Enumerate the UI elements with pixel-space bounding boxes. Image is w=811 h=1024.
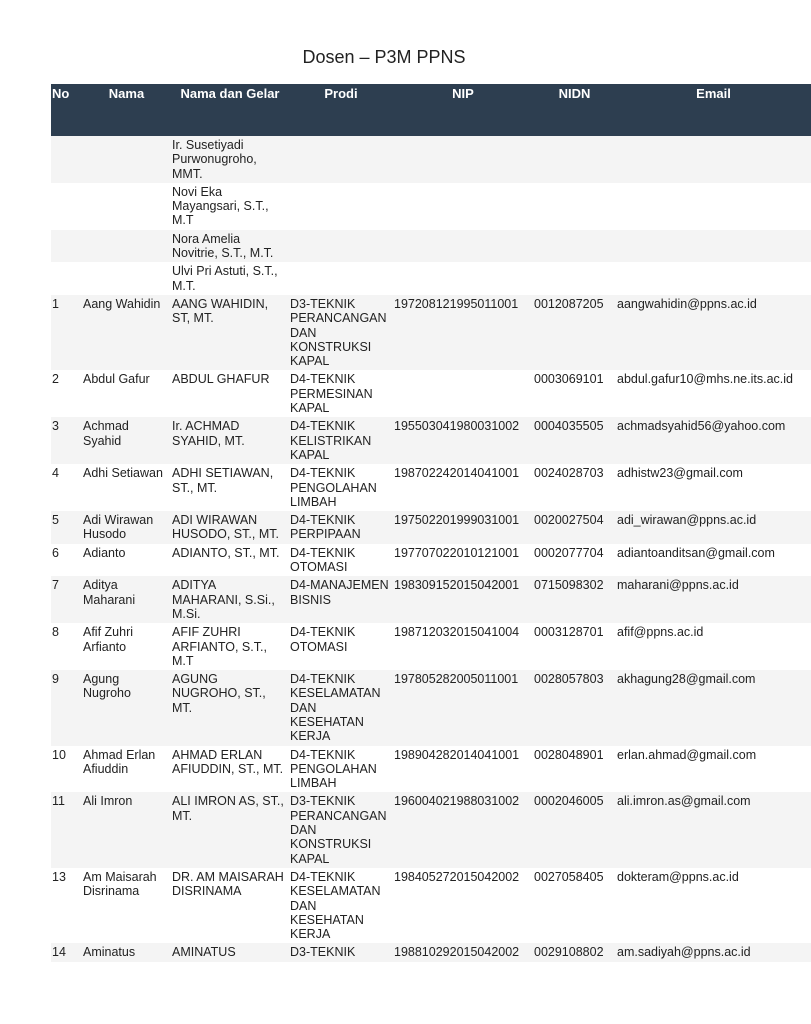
table-header	[51, 84, 811, 136]
cell-prodi: D4-TEKNIK KESELAMATAN DAN KESEHATAN KERJA	[290, 869, 381, 942]
table-row	[51, 746, 811, 793]
table-body	[51, 136, 811, 962]
cell-nama-dan-gelar: Novi Eka Mayangsari, S.T., M.T	[172, 184, 269, 228]
cell-nip: 198309152015042001	[394, 578, 520, 593]
cell-nama-dan-gelar: ADHI SETIAWAN, ST., MT.	[172, 466, 274, 495]
cell-prodi: D4-TEKNIK KELISTRIKAN KAPAL	[290, 419, 372, 462]
cell-prodi: D3-TEKNIK	[290, 945, 356, 960]
table-row	[51, 511, 811, 544]
cell-email: dokteram@ppns.ac.id	[617, 869, 739, 884]
cell-nidn	[533, 183, 616, 230]
cell-email	[616, 136, 811, 183]
cell-no: 6	[52, 545, 59, 560]
cell-nidn: 0002046005	[534, 794, 604, 809]
cell-nama-dan-gelar: DR. AM MAISARAH DISRINAMA	[172, 869, 284, 899]
cell-nidn: 0029108802	[534, 945, 604, 960]
cell-nidn	[533, 136, 616, 183]
cell-no: 7	[52, 578, 59, 593]
cell-no	[51, 183, 82, 230]
cell-no	[51, 136, 82, 183]
cell-nidn: 0012087205	[534, 296, 604, 311]
table-row	[51, 792, 811, 867]
cell-nama: Ahmad Erlan Afiuddin	[83, 747, 156, 776]
cell-no: 4	[52, 466, 59, 481]
cell-nama-dan-gelar: Ulvi Pri Astuti, S.T., M.T.	[172, 264, 278, 293]
cell-no: 11	[52, 794, 65, 809]
cell-prodi	[289, 183, 393, 230]
cell-nip: 197805282005011001	[394, 672, 519, 687]
cell-nama: Aminatus	[83, 945, 136, 960]
table-row	[51, 670, 811, 745]
cell-nama-dan-gelar: AHMAD ERLAN AFIUDDIN, ST., MT.	[172, 747, 284, 776]
cell-email: aangwahidin@ppns.ac.id	[617, 296, 757, 311]
cell-nip: 197502201999031001	[394, 513, 520, 528]
cell-email: adi_wirawan@ppns.ac.id	[617, 513, 757, 528]
cell-email: afif@ppns.ac.id	[617, 625, 704, 640]
cell-prodi: D3-TEKNIK PERANCANGAN DAN KONSTRUKSI KAPAL	[290, 794, 387, 866]
cell-nidn: 0028057803	[534, 672, 604, 687]
cell-prodi: D3-TEKNIK PERANCANGAN DAN KONSTRUKSI KAPAL	[290, 296, 387, 369]
dosen-table-container	[51, 84, 793, 1024]
header-no[interactable]: No	[52, 86, 70, 101]
cell-nama-dan-gelar: Nora Amelia Novitrie, S.T., M.T.	[172, 231, 274, 261]
cell-email: maharani@ppns.ac.id	[617, 578, 739, 593]
cell-nama: Adianto	[83, 545, 126, 560]
cell-email: achmadsyahid56@yahoo.com	[617, 419, 786, 434]
cell-email: abdul.gafur10@mhs.ne.its.ac.id	[617, 372, 793, 387]
cell-prodi: D4-TEKNIK PENGOLAHAN LIMBAH	[290, 466, 377, 509]
table-row	[51, 417, 811, 464]
table-row	[51, 868, 811, 943]
cell-nip: 198712032015041004	[394, 625, 520, 640]
cell-no	[51, 262, 82, 295]
cell-nama-dan-gelar: AFIF ZUHRI ARFIANTO, S.T., M.T	[172, 625, 267, 668]
header-nama-dan-gelar[interactable]: Nama dan Gelar	[180, 86, 280, 101]
table-row	[51, 464, 811, 511]
cell-email	[616, 262, 811, 295]
cell-nip: 196004021988031002	[394, 794, 520, 809]
cell-nip: 197208121995011001	[394, 296, 519, 311]
cell-email: erlan.ahmad@gmail.com	[617, 747, 757, 762]
header-email[interactable]: Email	[696, 86, 731, 101]
cell-email	[616, 230, 811, 263]
cell-no: 2	[52, 372, 59, 387]
cell-no	[51, 230, 82, 263]
header-row	[51, 84, 811, 136]
header-nip[interactable]: NIP	[452, 86, 474, 101]
cell-nama: Adhi Setiawan	[83, 466, 163, 481]
cell-nama-dan-gelar: Ir. ACHMAD SYAHID, MT.	[172, 419, 245, 448]
cell-nip: 197707022010121001	[394, 545, 520, 560]
header-nidn[interactable]: NIDN	[558, 86, 591, 101]
cell-nama: Abdul Gafur	[83, 372, 150, 387]
cell-email: adhistw23@gmail.com	[617, 466, 743, 481]
cell-prodi: D4-TEKNIK PERMESINAN KAPAL	[290, 372, 373, 416]
cell-no: 10	[52, 747, 66, 762]
cell-nama-dan-gelar: ADI WIRAWAN HUSODO, ST., MT.	[172, 513, 279, 542]
cell-nidn: 0020027504	[534, 513, 604, 528]
cell-nama-dan-gelar: ADIANTO, ST., MT.	[172, 545, 280, 560]
cell-prodi: D4-TEKNIK OTOMASI	[290, 545, 356, 575]
cell-nip: 198904282014041001	[394, 747, 520, 762]
cell-no: 14	[52, 945, 66, 960]
cell-no: 8	[52, 625, 59, 640]
cell-nama-dan-gelar: AGUNG NUGROHO, ST., MT.	[172, 672, 266, 715]
cell-no: 5	[52, 513, 59, 528]
cell-nidn: 0003069101	[534, 372, 604, 387]
cell-email: am.sadiyah@ppns.ac.id	[617, 945, 751, 960]
cell-nip: 198810292015042002	[394, 945, 520, 960]
cell-email	[616, 183, 811, 230]
cell-nama	[82, 136, 171, 183]
cell-nidn	[533, 230, 616, 263]
cell-prodi	[289, 230, 393, 263]
header-nama[interactable]: Nama	[108, 86, 145, 101]
table-row	[51, 576, 811, 623]
cell-nidn: 0715098302	[534, 578, 604, 593]
page-title: Dosen – P3M PPNS	[302, 47, 466, 67]
cell-email: akhagung28@gmail.com	[617, 672, 756, 687]
cell-nama	[82, 183, 171, 230]
cell-nama-dan-gelar: Ir. Susetiyadi Purwonugroho, MMT.	[172, 138, 257, 181]
cell-email: ali.imron.as@gmail.com	[617, 794, 751, 809]
cell-nama-dan-gelar: ADITYA MAHARANI, S.Si., M.Si.	[172, 578, 275, 621]
cell-nama: Ali Imron	[83, 794, 133, 809]
table-row	[51, 230, 811, 263]
cell-nidn: 0027058405	[534, 869, 604, 884]
cell-prodi: D4-TEKNIK KESELAMATAN DAN KESEHATAN KERJA	[290, 672, 381, 744]
cell-nama: Adi Wirawan Husodo	[83, 513, 154, 542]
cell-no: 9	[52, 672, 59, 687]
cell-nip: 198405272015042002	[394, 869, 520, 884]
cell-nip	[393, 230, 533, 263]
cell-prodi	[289, 136, 393, 183]
table-row	[51, 183, 811, 230]
cell-nidn: 0028048901	[534, 747, 604, 762]
cell-nidn: 0002077704	[534, 545, 604, 560]
cell-nama-dan-gelar: AMINATUS	[172, 945, 236, 960]
cell-nama-dan-gelar: ABDUL GHAFUR	[172, 372, 270, 387]
dosen-table	[51, 84, 811, 962]
cell-nama-dan-gelar: AANG WAHIDIN, ST, MT.	[172, 296, 269, 326]
cell-no: 13	[52, 869, 66, 884]
cell-nip: 198702242014041001	[394, 466, 520, 481]
cell-nama: Achmad Syahid	[83, 419, 129, 448]
cell-prodi: D4-TEKNIK OTOMASI	[290, 625, 356, 654]
cell-email: adiantoanditsan@gmail.com	[617, 545, 775, 560]
cell-nidn	[533, 262, 616, 295]
cell-nama-dan-gelar: ALI IMRON AS, ST., MT.	[172, 794, 284, 823]
cell-nidn: 0004035505	[534, 419, 604, 434]
table-row	[51, 544, 811, 577]
cell-nip: 195503041980031002	[394, 419, 520, 434]
header-prodi[interactable]: Prodi	[324, 86, 358, 101]
cell-nama: Aang Wahidin	[83, 296, 161, 311]
table-row	[51, 943, 811, 961]
cell-nama: Am Maisarah Disrinama	[83, 869, 157, 899]
cell-no: 3	[52, 419, 59, 434]
table-row	[51, 295, 811, 370]
cell-nidn: 0024028703	[534, 466, 604, 481]
table-row	[51, 623, 811, 670]
cell-prodi: D4-TEKNIK PERPIPAAN	[290, 513, 361, 542]
cell-nama	[82, 262, 171, 295]
cell-no: 1	[52, 296, 59, 311]
cell-nip	[393, 183, 533, 230]
cell-nidn: 0003128701	[534, 625, 604, 640]
table-row	[51, 262, 811, 295]
cell-nama	[82, 230, 171, 263]
cell-nama: Afif Zuhri Arfianto	[83, 625, 134, 654]
cell-nip	[393, 136, 533, 183]
cell-nama: Agung Nugroho	[83, 672, 131, 701]
table-row	[51, 136, 811, 183]
cell-prodi: D4-MANAJEMEN BISNIS	[290, 578, 389, 607]
cell-prodi	[289, 262, 393, 295]
cell-prodi: D4-TEKNIK PENGOLAHAN LIMBAH	[290, 747, 377, 791]
table-row	[51, 370, 811, 417]
cell-nip	[393, 262, 533, 295]
cell-nip	[393, 370, 533, 417]
cell-nama: Aditya Maharani	[83, 578, 136, 607]
